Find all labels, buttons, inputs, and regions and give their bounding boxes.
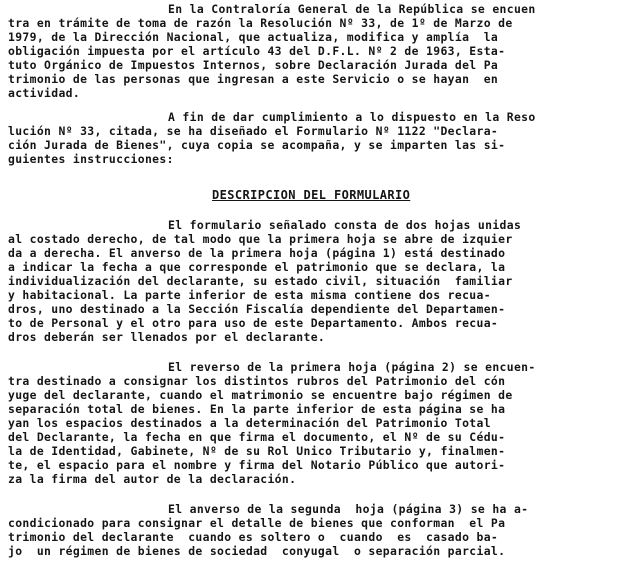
text-line: ción Jurada de Bienes", cuya copia se acompaña, y se imparten las si-: [8, 138, 506, 152]
text-line: a indicar la fecha a que corresponde el patrimonio que se declara, la: [8, 260, 506, 274]
text-line: tra en trámite de toma de razón la Resolución Nº 33, de 1º de Marzo de: [8, 16, 513, 30]
text-line: separación total de bienes. En la parte inferior de esta página se ha: [8, 402, 506, 416]
text-line: obligación impuesta por el artículo 43 del D.F.L. Nº 2 de 1963, Esta-: [8, 44, 506, 58]
text-line: la de Identidad, Gabinete, Nº de su Rol Unico Tributario y, finalmen-: [8, 444, 506, 458]
text-line: al costado derecho, de tal modo que la primera hoja se abre de izquier: [8, 232, 513, 246]
text-line: lución Nº 33, citada, se ha diseñado el Formulario Nº 1122 "Declara-: [8, 124, 499, 138]
text-line: dros deberán ser llenados por el declarante.: [8, 330, 326, 344]
text-line: actividad.: [8, 86, 81, 100]
text-line: dros, uno destinado a la Sección Fiscalía dependiente del Departamen-: [8, 302, 506, 316]
text-line: y habitacional. La parte inferior de esta misma contiene dos recua-: [8, 288, 491, 302]
text-line: da a derecha. El anverso de la primera hoja (página 1) está destinado: [8, 246, 506, 260]
text-line: trimonio del declarante cuando es soltero o cuando es casado ba-: [8, 530, 499, 544]
section-heading: DESCRIPCION DEL FORMULARIO: [212, 188, 411, 202]
text-line: En la Contraloría General de la República se encuen: [168, 2, 536, 16]
text-line: za la firma del autor de la declaración.: [8, 472, 297, 486]
text-line: trimonio de las personas que ingresan a este Servicio o se hayan en: [8, 72, 499, 86]
text-line: tra destinado a consignar los distintos rubros del Patrimonio del cón: [8, 374, 506, 388]
text-line: te, el espacio para el nombre y firma del Notario Público que autori-: [8, 458, 506, 472]
text-line: condicionado para consignar el detalle de bienes que conforman el Pa: [8, 516, 506, 530]
text-line: to de Personal y el otro para uso de este Departamento. Ambos recua-: [8, 316, 499, 330]
text-line: jo un régimen de bienes de sociedad conyugal o separación parcial.: [8, 544, 506, 558]
text-line: El formulario señalado consta de dos hojas unidas: [168, 218, 522, 232]
text-line: del Declarante, la fecha en que firma el documento, el Nº de su Cédu-: [8, 430, 506, 444]
text-line: yan los espacios destinados a la determinación del Patrimonio Total: [8, 416, 491, 430]
text-line: tuto Orgánico de Impuestos Internos, sobre Declaración Jurada del Pa: [8, 58, 499, 72]
text-line: individualización del declarante, su estado civil, situación familiar: [8, 274, 513, 288]
text-line: El anverso de la segunda hoja (página 3) se ha a-: [168, 502, 529, 516]
text-line: yuge del declarante, cuando el matrimonio se encuentre bajo régimen de: [8, 388, 513, 402]
text-line: 1979, de la Dirección Nacional, que actualiza, modifica y amplía la: [8, 30, 499, 44]
text-line: El reverso de la primera hoja (página 2) se encuen-: [168, 360, 536, 374]
text-line: A fin de dar cumplimiento a lo dispuesto en la Reso: [168, 110, 536, 124]
text-line: guientes instrucciones:: [8, 152, 174, 166]
